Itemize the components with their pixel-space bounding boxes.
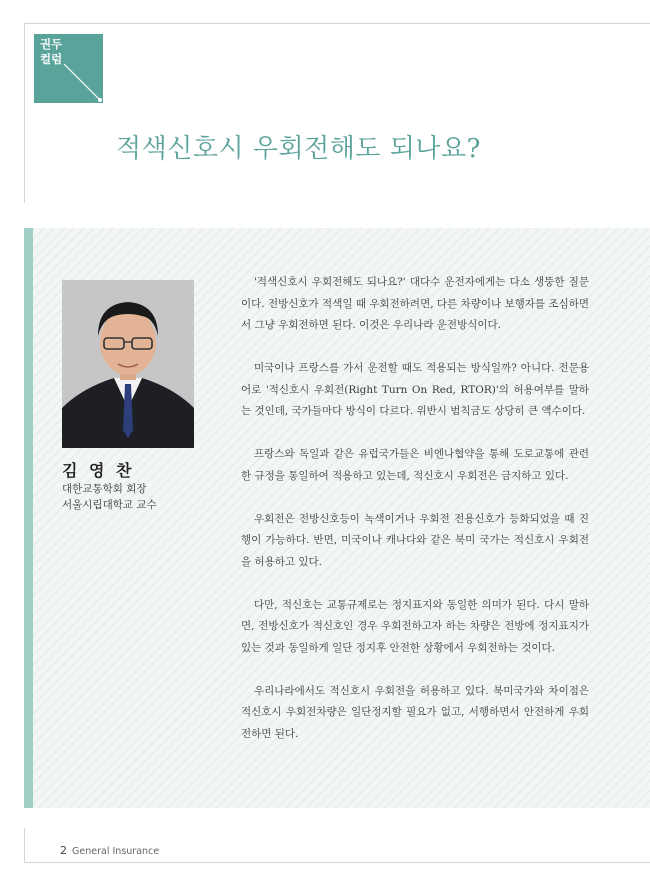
left-frame-line bbox=[24, 23, 25, 203]
column-badge bbox=[34, 34, 103, 103]
author-role-1: 대한교통학회 회장 bbox=[62, 483, 147, 495]
page-footer bbox=[60, 844, 159, 857]
paragraph: 프랑스와 독일과 같은 유럽국가들은 비엔나협약을 통해 도로교통에 관련한 규정을 통일하여 적용하고 있는데, 적신호시 우회전은 금지하고 있다. bbox=[241, 448, 589, 482]
badge-line-1: 권두 bbox=[40, 37, 63, 51]
publication-name: General Insurance bbox=[72, 846, 160, 857]
top-frame-line bbox=[24, 23, 650, 24]
paragraph: '적색신호시 우회전해도 되나요?' 대다수 운전자에게는 다소 생뚱한 질문이다. 전방신호가 적색일 때 우회전하려면, 다른 차량이나 보행자를 조심하면서 그냥 우회전하면 된다. 이것은 우리나라 운전방식이다. bbox=[241, 276, 589, 331]
author-name: 김 영 찬 bbox=[62, 461, 135, 480]
author-photo bbox=[62, 280, 194, 448]
paragraph: 다만, 적신호는 교통규제로는 정지표지와 동일한 의미가 된다. 다시 말하면, 전방신호가 적신호인 경우 우회전하고자 하는 차량은 전방에 정지표지가 있는 것과 동일하게 일단 정지후 안전한 상황에서 우회전하는 것이다. bbox=[241, 598, 589, 654]
paragraph: 우회전은 전방신호등이 녹색이거나 우회전 전용신호가 등화되었을 때 진행이 가능하다. 반면, 미국이나 캐나다와 같은 북미 국가는 적신호시 우회전을 허용하고 있다. bbox=[241, 512, 589, 568]
paragraph: 우리나라에서도 적신호시 우회전을 허용하고 있다. 북미국가와 차이점은 적신호시 우회전차량은 일단정지할 필요가 없고, 서행하면서 안전하게 우회전하면 된다. bbox=[241, 684, 589, 740]
author-role-2: 서울시립대학교 교수 bbox=[62, 499, 157, 511]
bottom-frame-line bbox=[24, 862, 650, 863]
article-title: 적색신호시 우회전해도 되나요? bbox=[116, 134, 481, 164]
article-body bbox=[241, 272, 589, 767]
bottom-frame-tick bbox=[24, 828, 25, 863]
badge-line-2: 컬럼 bbox=[40, 52, 63, 66]
paragraph: 미국이나 프랑스를 가서 운전할 때도 적용되는 방식일까? 아니다. 전문용어로 '적신호시 우회전(Right Turn On Red, RTOR)'의 허용여부를 말하는 것인데, 국가들마다 방식이 다르다. 위반시 범칙금도 상당히 큰 액수이다. bbox=[241, 362, 589, 417]
panel-accent-bar bbox=[24, 228, 33, 808]
page-number: 2 bbox=[60, 844, 67, 857]
